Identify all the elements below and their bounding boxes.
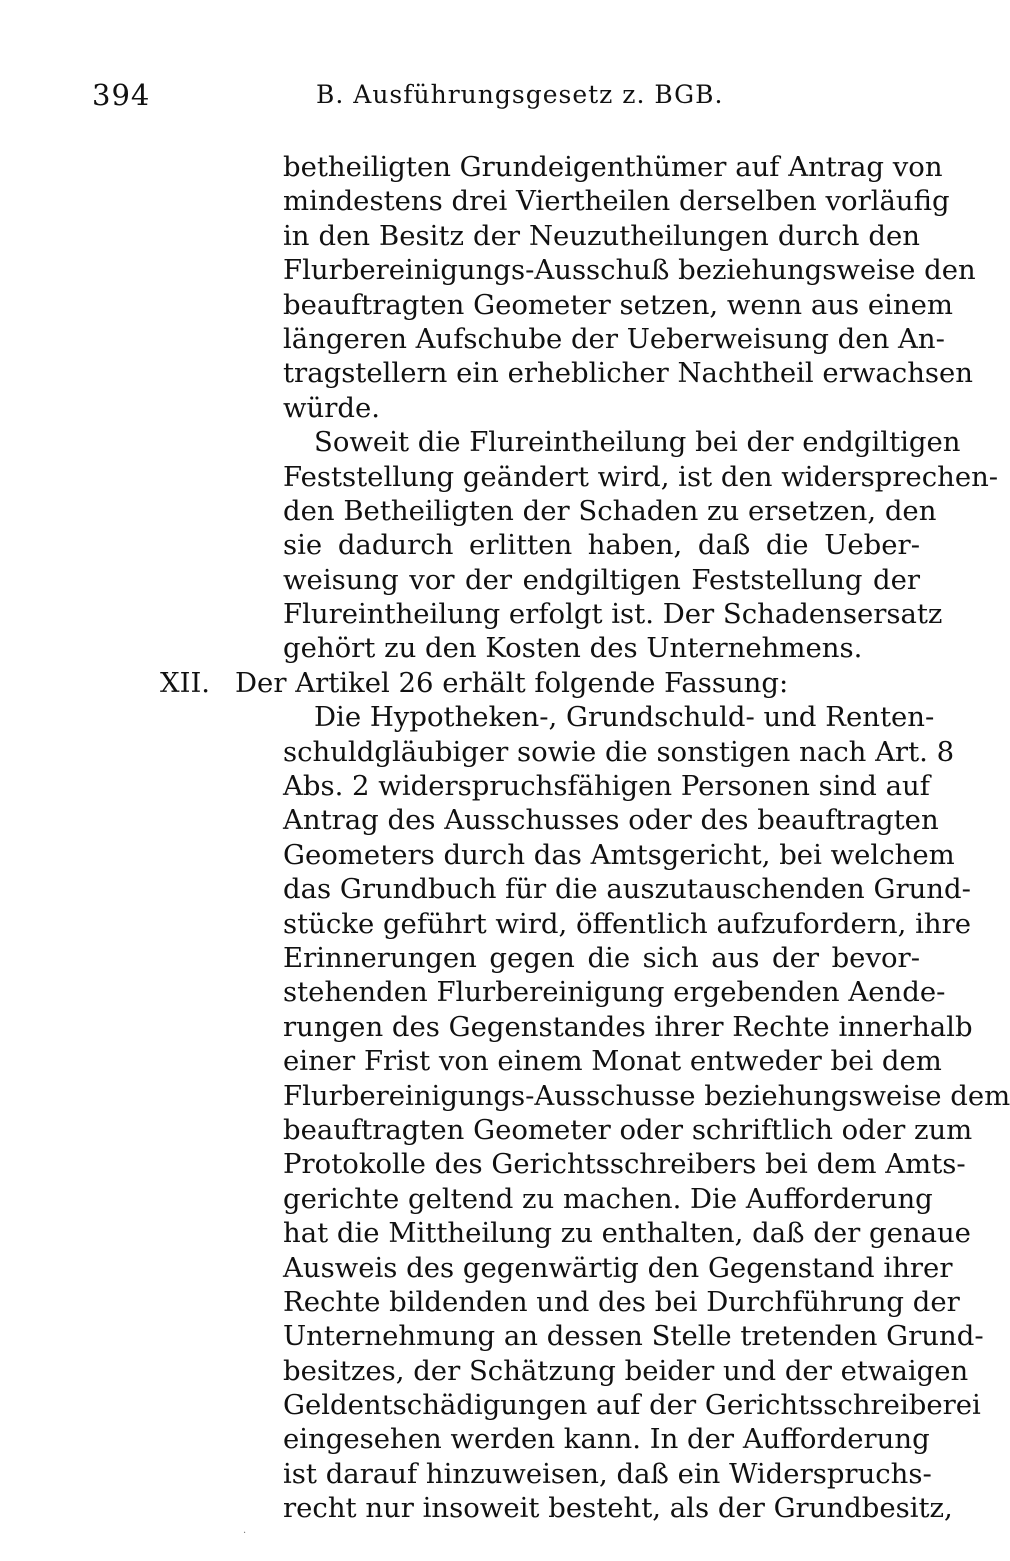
text-line: Rechte bildenden und des bei Durchführung der [283,1285,960,1318]
text-line: ist darauf hinzuweisen, daß ein Widerspruchs- [283,1457,932,1490]
text-line: recht nur insoweit besteht, als der Grundbesitz, [283,1492,953,1525]
text-line: einer Frist von einem Monat entweder bei dem [283,1045,942,1078]
page-number: 394 [92,78,151,112]
text-line: Geldentschädigungen auf der Gerichtsschreiberei [283,1389,981,1422]
text-line: Antrag des Ausschusses oder des beauftragten [283,804,939,837]
item-heading-text: Der Artikel 26 erhält folgende Fassung: [235,666,789,699]
text-line: schuldgläubiger sowie die sonstigen nach Art. 8 [283,735,955,768]
text-line: den Betheiligten der Schaden zu ersetzen, den [283,494,937,527]
text-line: Flurbereinigungs-Ausschuß beziehungsweise den [283,254,976,287]
text-line: sie dadurch erlitten haben, daß die Ueber- [283,529,920,562]
text-line: Unternehmung an dessen Stelle tretenden Grund- [283,1320,984,1353]
page-header [92,78,912,118]
text-line: beauftragten Geometer setzen, wenn aus einem [283,288,953,321]
text-line: in den Besitz der Neuzutheilungen durch den [283,219,920,252]
text-line: gehört zu den Kosten des Unternehmens. [283,632,863,665]
text-line: stücke geführt wird, öffentlich aufzufordern, ihre [283,907,972,940]
text-line: das Grundbuch für die auszutauschenden Grund- [283,873,971,906]
text-line: rungen des Gegenstandes ihrer Rechte innerhalb [283,1010,973,1043]
text-line: gerichte geltend zu machen. Die Aufforderung [283,1182,933,1215]
running-head: B. Ausführungsgesetz z. BGB. [316,80,724,109]
body-text [160,150,1010,1526]
text-line: Abs. 2 widerspruchsfähigen Personen sind auf [283,770,930,803]
text-line: Ausweis des gegenwärtig den Gegenstand ihrer [283,1251,953,1284]
text-line: mindestens drei Viertheilen derselben vorläufig [283,185,950,218]
text-line: stehenden Flurbereinigung ergebenden Aende- [283,976,946,1009]
text-line: Feststellung geändert wird, ist den widersprechen- [283,460,999,493]
paragraph-first-line: Die Hypotheken-, Grundschuld- und Renten- [314,701,935,734]
text-line: hat die Mittheilung zu enthalten, daß der genaue [283,1217,971,1250]
item-label: XII. [160,666,211,699]
text-line: Erinnerungen gegen die sich aus der bevor- [283,941,920,974]
item-heading-line [160,666,920,700]
text-line: weisung vor der endgiltigen Feststellung der [283,563,920,596]
text-line: längeren Aufschube der Ueberweisung den An- [283,322,945,355]
text-line: beauftragten Geometer oder schriftlich oder zum [283,1113,973,1146]
paragraph-first-line: Soweit die Flureintheilung bei der endgiltigen [314,426,961,459]
text-line: eingesehen werden kann. In der Aufforderung [283,1423,930,1456]
text-line: Flureintheilung erfolgt ist. Der Schadensersatz [283,598,943,631]
text-line: besitzes, der Schätzung beider und der etwaigen [283,1354,969,1387]
print-speck: · [243,1528,247,1539]
text-line: betheiligten Grundeigenthümer auf Antrag von [283,151,943,183]
text-line: Geometers durch das Amtsgericht, bei welchem [283,838,955,871]
text-line: Protokolle des Gerichtsschreibers bei dem Amts- [283,1148,966,1181]
text-line: tragstellern ein erheblicher Nachtheil erwachsen [283,357,973,390]
text-line: würde. [283,391,381,424]
text-line: Flurbereinigungs-Ausschusse beziehungsweise dem [283,1079,1010,1112]
